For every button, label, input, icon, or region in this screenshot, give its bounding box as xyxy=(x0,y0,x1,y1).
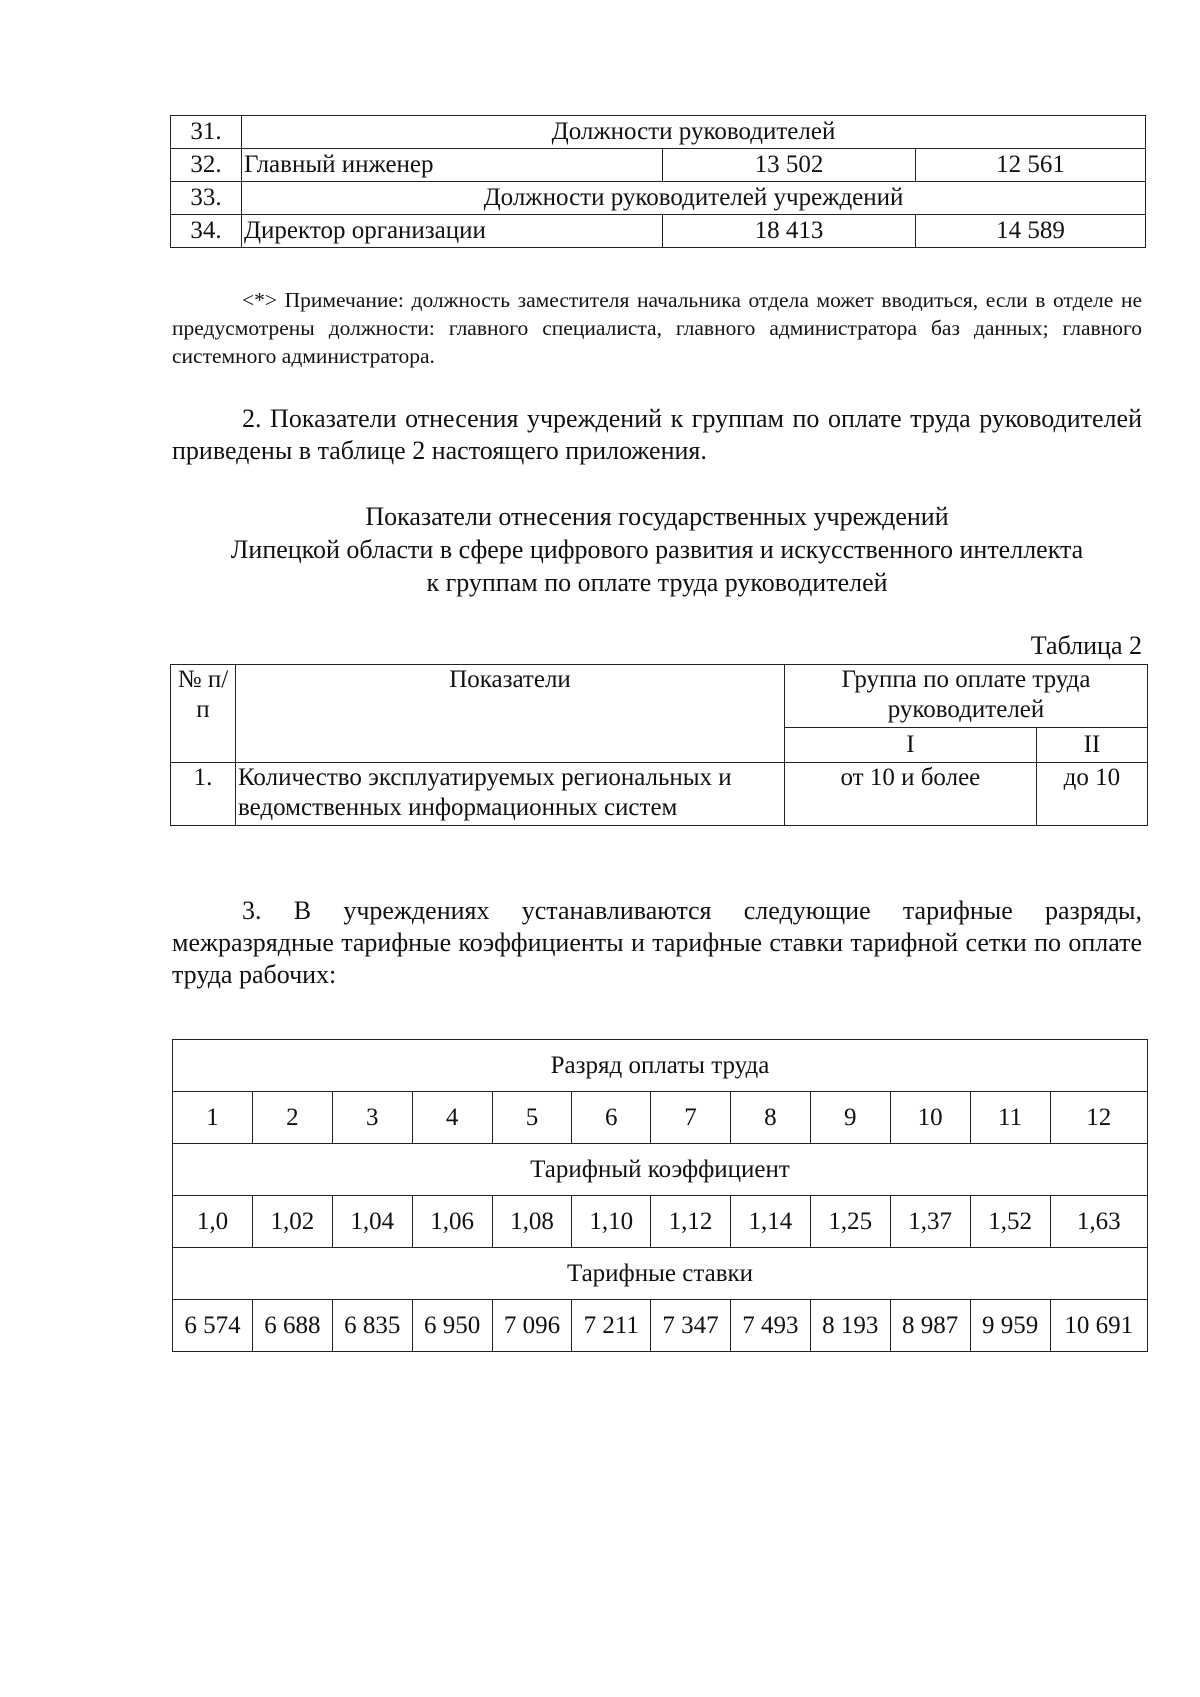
table-row xyxy=(173,1248,1148,1300)
grade-cell: 9 xyxy=(810,1092,890,1144)
caption-line: Липецкой области в сфере цифрового развития и искусственного интеллекта xyxy=(230,535,1084,564)
coefficient-cell: 1,25 xyxy=(810,1196,890,1248)
salary-value-2: 12 561 xyxy=(916,149,1146,182)
coefficient-cell: 1,04 xyxy=(332,1196,412,1248)
rates-row xyxy=(173,1300,1148,1352)
grade-cell: 10 xyxy=(890,1092,970,1144)
indicators-table xyxy=(170,664,1148,826)
group-1-value: от 10 и более xyxy=(785,763,1037,826)
position-name: Директор организации xyxy=(242,215,663,248)
row-number: 32. xyxy=(171,149,242,182)
table-row xyxy=(171,215,1146,248)
rate-cell: 8 193 xyxy=(810,1300,890,1352)
rate-cell: 7 493 xyxy=(730,1300,810,1352)
coefficients-row xyxy=(173,1196,1148,1248)
header-group: Группа по оплате труда руководителей xyxy=(785,665,1148,728)
table-row xyxy=(173,1040,1148,1092)
row-number: 33. xyxy=(171,182,242,215)
rate-cell: 7 211 xyxy=(572,1300,651,1352)
table-row xyxy=(171,149,1146,182)
grades-row xyxy=(173,1092,1148,1144)
paragraph-3: 3. В учреждениях устанавливаются следующие тарифные разряды, межразрядные тарифные коэффициенты и тарифные ставки тарифной сетки по оплате труда рабочих: xyxy=(172,896,1142,989)
rate-cell: 6 950 xyxy=(412,1300,492,1352)
rate-cell: 7 347 xyxy=(651,1300,731,1352)
positions-table xyxy=(170,115,1146,248)
salary-value-2: 14 589 xyxy=(916,215,1146,248)
coefficient-cell: 1,12 xyxy=(651,1196,731,1248)
table-row xyxy=(171,182,1146,215)
rates-header: Тарифные ставки xyxy=(173,1248,1148,1300)
grade-cell: 5 xyxy=(492,1092,572,1144)
table-row xyxy=(173,1144,1148,1196)
grade-cell: 8 xyxy=(730,1092,810,1144)
grade-cell: 11 xyxy=(970,1092,1050,1144)
coefficient-cell: 1,0 xyxy=(173,1196,253,1248)
footnote: <*> Примечание: должность заместителя начальника отдела может вводиться, если в отделе не предусмотрены должности: главного специалиста, главного администратора баз данных; главного системного администратора. xyxy=(172,288,1142,368)
rate-cell: 7 096 xyxy=(492,1300,572,1352)
coefficient-cell: 1,14 xyxy=(730,1196,810,1248)
header-indicators: Показатели xyxy=(236,665,785,763)
header-group-1: I xyxy=(785,728,1037,763)
grade-cell: 1 xyxy=(173,1092,253,1144)
grade-cell: 3 xyxy=(332,1092,412,1144)
rate-cell: 6 835 xyxy=(332,1300,412,1352)
grade-cell: 7 xyxy=(651,1092,731,1144)
row-number: 1. xyxy=(171,763,236,826)
group-2-value: до 10 xyxy=(1036,763,1147,826)
salary-value-1: 18 413 xyxy=(663,215,916,248)
table-row xyxy=(171,763,1148,826)
grade-cell: 4 xyxy=(412,1092,492,1144)
caption-line: к группам по оплате труда руководителей xyxy=(426,568,888,597)
rate-cell: 9 959 xyxy=(970,1300,1050,1352)
coefficient-cell: 1,63 xyxy=(1050,1196,1147,1248)
rate-cell: 6 688 xyxy=(252,1300,332,1352)
salary-value-1: 13 502 xyxy=(663,149,916,182)
section-heading: Должности руководителей учреждений xyxy=(242,182,1146,215)
tariff-table xyxy=(172,1039,1148,1352)
indicator-text: Количество эксплуатируемых региональных и ведомственных информационных систем xyxy=(236,763,785,826)
rate-cell: 8 987 xyxy=(890,1300,970,1352)
coefficient-cell: 1,10 xyxy=(572,1196,651,1248)
table-caption xyxy=(172,500,1142,599)
position-name: Главный инженер xyxy=(242,149,663,182)
table-header-row xyxy=(171,665,1148,728)
row-number: 31. xyxy=(171,116,242,149)
grade-cell: 2 xyxy=(252,1092,332,1144)
section-heading: Должности руководителей xyxy=(242,116,1146,149)
table-row xyxy=(171,116,1146,149)
rate-cell: 6 574 xyxy=(173,1300,253,1352)
rate-cell: 10 691 xyxy=(1050,1300,1147,1352)
header-group-2: II xyxy=(1036,728,1147,763)
coefficient-header: Тарифный коэффициент xyxy=(173,1144,1148,1196)
grade-cell: 6 xyxy=(572,1092,651,1144)
coefficient-cell: 1,06 xyxy=(412,1196,492,1248)
grade-header: Разряд оплаты труда xyxy=(173,1040,1148,1092)
paragraph-2: 2. Показатели отнесения учреждений к группам по оплате труда руководителей приведены в таблице 2 настоящего приложения. xyxy=(172,404,1142,465)
coefficient-cell: 1,52 xyxy=(970,1196,1050,1248)
coefficient-cell: 1,02 xyxy=(252,1196,332,1248)
header-number: № п/п xyxy=(171,665,236,763)
row-number: 34. xyxy=(171,215,242,248)
grade-cell: 12 xyxy=(1050,1092,1147,1144)
table-label: Таблица 2 xyxy=(1030,631,1142,660)
caption-line: Показатели отнесения государственных учреждений xyxy=(365,502,949,531)
coefficient-cell: 1,37 xyxy=(890,1196,970,1248)
coefficient-cell: 1,08 xyxy=(492,1196,572,1248)
